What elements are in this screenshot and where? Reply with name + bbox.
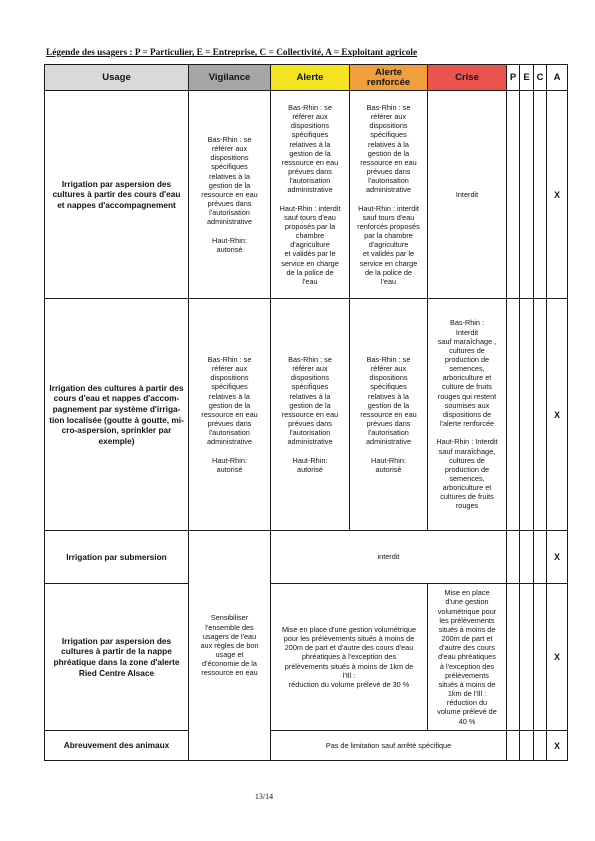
table-row [45,584,568,731]
crise-cell: Mise en place d'une gestion volumétrique pour les prélèvements situés à moins de 200m de part et d'autre des cours d'eau phréatiques à l'exception des prélèvements situés à moins de 1km de l'Ill : réduction du volume prélevé de 40 % [428,584,507,731]
alerte-renforcee-cell: Bas-Rhin : se référer aux dispositions spécifiques relatives à la gestion de la ressource en eau prévues dans l'autorisation administrative Haut-Rhin : interdit sauf tours d'eau renforcés proposés par la chambre d'agriculture et validés par le service en charge de la police de l'eau [350,91,428,299]
header-a: A [547,65,568,91]
usage-cell: Irrigation des cultures à partir des cours d'eau et nappes d'accom- pagnement par système d'irriga- tion localisée (goutte à goutte, mi- cro-aspersion, sprinkler par exemple) [45,299,189,531]
page-number: 13/14 [254,792,274,801]
header-usage: Usage [45,65,189,91]
a-cell-mark: X [547,584,568,731]
header-e: E [520,65,534,91]
header-p: P [507,65,520,91]
header-alerte: Alerte [271,65,350,91]
p-cell [507,731,520,761]
vigilance-shared-cell: Sensibiliser l'ensemble des usagers de l'eau aux règles de bon usage et d'économie de la ressource en eau [189,531,271,761]
e-cell [520,731,534,761]
a-cell-mark: X [547,91,568,299]
e-cell [520,91,534,299]
header-alerte-renforcee: Alerte renforcée [350,65,428,91]
vigilance-cell: Bas-Rhin : se référer aux dispositions spécifiques relatives à la gestion de la ressource en eau prévues dans l'autorisation administrative Haut-Rhin: autorisé [189,299,271,531]
table-row [45,91,568,299]
header-row [45,65,568,91]
alerte-renforcee-cell: Bas-Rhin : se référer aux dispositions spécifiques relatives à la gestion de la ressource en eau prévues dans l'autorisation administrative Haut-Rhin: autorisé [350,299,428,531]
usage-cell: Irrigation par aspersion des cultures à partir des cours d'eau et nappes d'accompagnement [45,91,189,299]
header-vigilance: Vigilance [189,65,271,91]
c-cell [534,299,547,531]
e-cell [520,531,534,584]
table-row [45,299,568,531]
crise-cell: Bas-Rhin : Interdit sauf maraîchage , cultures de production de semences, arboriculture et culture de fruits rouges qui restent soumises aux dispositions de l'alerte renforcée Haut-Rhin : Interdit sauf maraîchage, cultures de production de semences, arboriculture et cultures de fruits rouges [428,299,507,531]
alerte-to-crise-cell: interdit [271,531,507,584]
header-c: C [534,65,547,91]
a-cell-mark: X [547,531,568,584]
c-cell [534,731,547,761]
table-row [45,531,568,584]
alerte-cell: Bas-Rhin : se référer aux dispositions spécifiques relatives à la gestion de la ressource en eau prévues dans l'autorisation administrative Haut-Rhin : interdit sauf tours d'eau proposés par la chambre d'agriculture et validés par le service en charge de la police de l'eau [271,91,350,299]
usage-cell: Irrigation par aspersion des cultures à partir de la nappe phréatique dans la zone d'alerte Ried Centre Alsace [45,584,189,731]
table-row [45,731,568,761]
a-cell-mark: X [547,731,568,761]
p-cell [507,299,520,531]
restrictions-table [44,64,568,761]
alerte-cell: Bas-Rhin : se référer aux dispositions spécifiques relatives à la gestion de la ressource en eau prévues dans l'autorisation administrative Haut-Rhin: autorisé [271,299,350,531]
usage-cell: Irrigation par submersion [45,531,189,584]
alerte-to-crise-cell: Pas de limitation sauf arrêté spécifique [271,731,507,761]
usage-cell: Abreuvement des animaux [45,731,189,761]
legend-usagers: Légende des usagers : P = Particulier, E = Entreprise, C = Collectivité, A = Exploitant agricole [46,48,418,58]
vigilance-cell: Bas-Rhin : se référer aux dispositions spécifiques relatives à la gestion de la ressource en eau prévues dans l'autorisation administrative Haut-Rhin: autorisé [189,91,271,299]
c-cell [534,584,547,731]
e-cell [520,584,534,731]
c-cell [534,531,547,584]
c-cell [534,91,547,299]
p-cell [507,584,520,731]
p-cell [507,91,520,299]
e-cell [520,299,534,531]
crise-cell: Interdit [428,91,507,299]
p-cell [507,531,520,584]
alerte-and-renforcee-cell: Mise en place d'une gestion volumétrique pour les prélèvements situés à moins de 200m de part et d'autre des cours d'eau phréatiques à l'exception des prélèvements situés à moins de 1km de l'Ill : réduction du volume prélevé de 30 % [271,584,428,731]
a-cell-mark: X [547,299,568,531]
header-crise: Crise [428,65,507,91]
